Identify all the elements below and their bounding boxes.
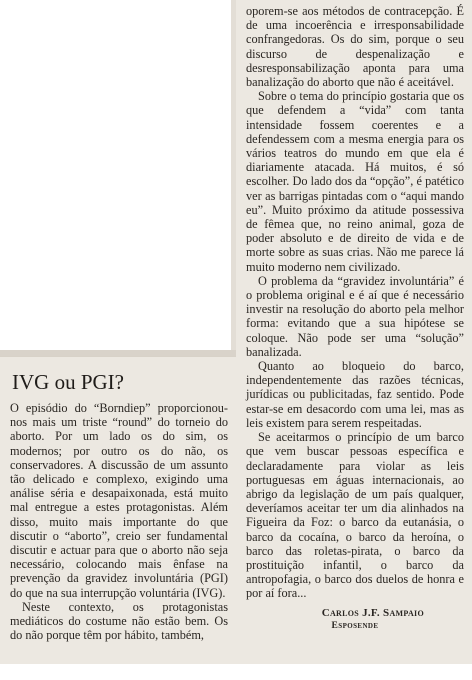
article-paragraph: O episódio do “Borndiep” proporcionou-nos mais um triste “round” do torneio do aborto. Por um lado os do sim, os modernos; por outro os do não, os conservadores. A discussão de um assunto tão delicado e complexo, exigindo uma análise séria e desapaixonada, está muito mal entregue a estes protagonistas. Além disso, muito mais importante do que discutir o “aborto”, creio ser fundamental discutir e actuar para que o aborto não seja necessário, colocando mais ênfase na prevenção da gravidez involuntária (PGI) do que na sua interrupção voluntária (IVG). — [10, 401, 228, 600]
left-column — [0, 356, 236, 664]
right-column — [236, 0, 472, 664]
article-paragraph: oporem-se aos métodos de contracepção. É de uma incoerência e irresponsabilidade confrangedoras. Os do sim, porque o seu discurso de despenalização e desresponsabilização aponta para uma banalização do aborto que não é aceitável. — [246, 4, 464, 90]
article-paragraph: Sobre o tema do princípio gostaria que os que defendem a “vida” com tanta intensidade fossem coerentes e a defendessem com a mesma energia para os vários teatros do mundo em que ela é diariamente atacada. Há muitos, é só escolher. Do lado dos da “opção”, é patético ver as barrigas pintadas com o “aqui mando eu”. Muito próximo da atitude possessiva de fêmea que, no reino animal, goza de poder absoluto e de direito de vida e de morte sobre as suas crias. Não me parece lá muito moderno nem civilizado. — [246, 89, 464, 274]
article-paragraph: Neste contexto, os protagonistas mediáticos do costume não estão bem. Os do não porque têm por hábito, também, — [10, 599, 228, 643]
author-signature: Carlos J.F. Sampaio — [321, 606, 424, 619]
article-headline: IVG ou PGI? — [12, 370, 124, 394]
article-paragraph: Quanto ao bloqueio do barco, independentemente das razões técnicas, jurídicas ou publicitadas, faz sentido. Pode estar-se em desacordo com uma lei, mas as leis existem para serem respeitadas. — [246, 359, 464, 430]
author-location: Esposende — [331, 620, 379, 631]
article-paragraph: O problema da “gravidez involuntária” é o problema original e é aí que é necessário investir na resolução do aborto pela melhor forma: evitando que a sua hipótese se coloque. Não pode ser uma “solução” banalizada. — [246, 273, 464, 359]
article-paragraph: Se aceitarmos o princípio de um barco que vem buscar pessoas específica e declaradamente para violar as leis portuguesas em águas internacionais, ao abrigo da legislação de um país qualquer, deveríamos aceitar ter um dia alinhados na Figueira da Foz: o barco da eutanásia, o barco da cocaína, o barco da heroína, o barco das roletas-pirata, o barco da prostituição infantil, o barco da antropofagia, o barco dos duelos de honra e por aí fora... — [246, 430, 464, 601]
